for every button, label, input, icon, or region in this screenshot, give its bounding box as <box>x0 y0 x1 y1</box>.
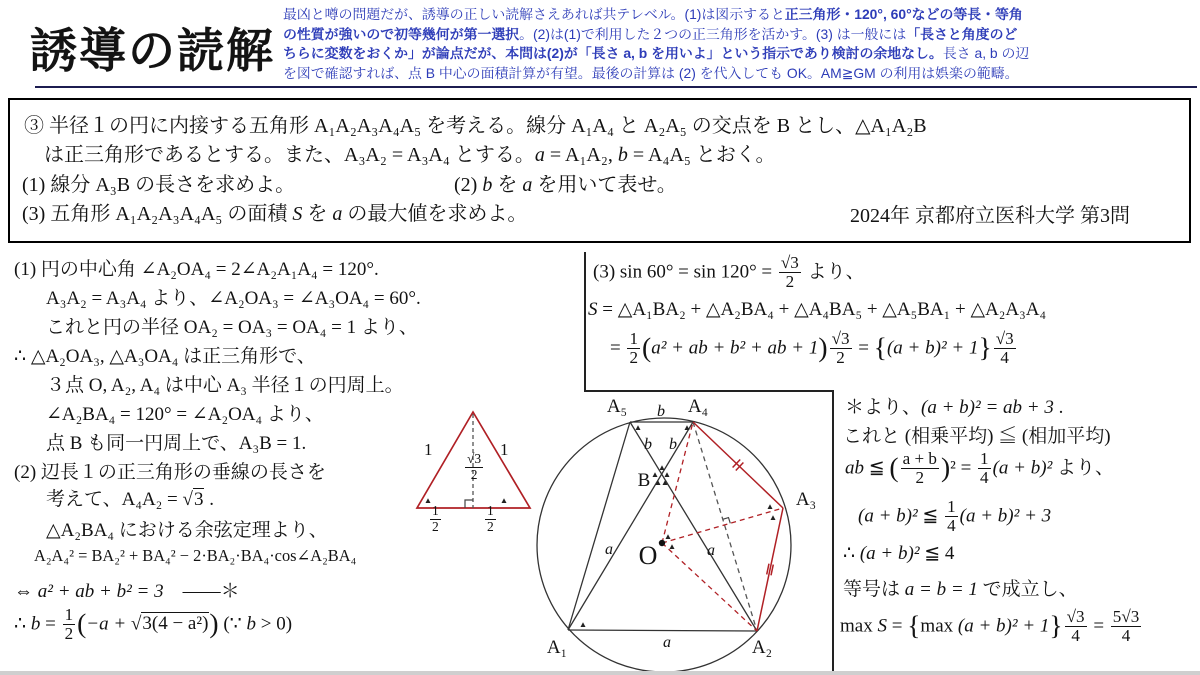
label-a-bottom: a <box>663 634 671 651</box>
column-divider <box>584 252 586 390</box>
solution-line: 考えて、A₄A₂ = √3 . <box>46 489 214 510</box>
center-point <box>659 540 665 546</box>
solution-line: (2) 辺長１の正三角形の垂線の長さを <box>14 462 326 483</box>
problem-line: ③ 半径１の円に内接する五角形 A₁A₂A₃A₄A₅ を考える。線分 A₁A₄ と A₂A₅ の交点を B とし、△A₁A₂B <box>24 115 927 137</box>
annotation-line: の性質が強いので初等幾何が第一選択。(2)は(1)で利用した２つの正三角形を活かす。(3) は一般には「長さと角度のど <box>283 25 1018 42</box>
problem-line: (3) 五角形 A₁A₂A₃A₄A₅ の面積 S を a の最大値を求めよ。 <box>22 203 528 225</box>
solution-line: A₂A₄² = BA₂² + BA₄² − 2·BA₂·BA₄·cos∠A₂BA₄ <box>34 546 357 565</box>
solution-line: (3) sin 60° = sin 120° = $\frac{√3}{2}$ より、 <box>593 253 865 292</box>
triangle-side-label: 1 <box>500 440 509 459</box>
header-divider <box>35 86 1197 88</box>
solution-line: ∠A₂BA₄ = 120° = ∠A₂OA₄ より、 <box>46 404 324 425</box>
solution-line: ∴ △A₂OA₃, △A₃OA₄ は正三角形で、 <box>14 346 316 367</box>
annotation-line: 最凶と噂の問題だが、誘導の正しい読解さえあれば共テレベル。(1)は図示すると正三角形・120°, 60°などの等長・等角 <box>283 6 1023 22</box>
solution-line: ⇔ a² + ab + b² = 3 ——＊ <box>14 581 240 602</box>
problem-box <box>8 98 1191 243</box>
solution-line: ∴ (a + b)² ≦ 4 <box>843 543 955 564</box>
annotation-line: ちらに変数をおくか」が論点だが、本問は(2)が「長さ a, b を用いよ」という指示であり検討の余地なし。長さ a, b の辺 <box>283 45 1030 62</box>
triangle-altitude-label: $\frac{√3}{2}$ <box>467 451 482 482</box>
solution-line: ＊より、(a + b)² = ab + 3 . <box>845 397 1064 418</box>
solution-line: (1) 円の中心角 ∠A₂OA₄ = 2∠A₂A₁A₄ = 120°. <box>14 259 379 280</box>
solution-line: ３点 O, A₂, A₄ は中心 A₃ 半径１の円周上。 <box>46 375 404 396</box>
label-a-right: a <box>707 542 715 559</box>
radii-red-dashed <box>662 422 783 631</box>
label-a2: A₂ <box>751 637 773 658</box>
label-a1: A₁ <box>546 637 568 658</box>
solution-line: (a + b)² ≦ $\frac{1}{4}$ (a + b)² + 3 <box>858 497 1052 536</box>
solution-line: 等号は a = b = 1 で成立し、 <box>843 579 1078 600</box>
solution-line: S = △A₁BA₂ + △A₂BA₄ + △A₄BA₅ + △A₅BA₁ + △A₂A₃A₄ <box>588 299 1047 320</box>
pentagon-black-edges <box>568 422 757 631</box>
label-a5: A₅ <box>606 396 628 417</box>
solution-line: ab ≦ ( $\frac{a + b}{2}$ )² = $\frac{1}{4}$ (a + b)² より、 <box>845 449 1115 488</box>
annotation-block <box>283 5 1198 83</box>
label-a-left: a <box>605 541 613 558</box>
label-b-point: B <box>637 470 651 491</box>
solution-line: ∴ b = $\frac{1}{2}$ (−a + √3(4 − a²)) (∵ b > 0) <box>14 605 293 644</box>
solution-line: △A₂BA₄ における余弦定理より、 <box>46 520 328 541</box>
solution-line: = $\frac{1}{2}$ (a² + ab + b² + ab + 1) $\frac{√3}{2}$ = {(a + b)² + 1} $\frac{√3}{4}$ <box>610 329 1014 368</box>
label-b-right: b <box>669 436 677 453</box>
problem-source: 2024年 京都府立医科大学 第3問 <box>850 205 1130 227</box>
solution-line: max S = {max (a + b)² + 1} $\frac{√3}{4}$ = $\frac{5√3}{4}$ <box>840 607 1140 646</box>
problem-line: は正三角形であるとする。また、A₃A₂ = A₃A₄ とする。a = A₁A₂, b = A₄A₅ とおく。 <box>44 144 776 166</box>
window-bottom-edge <box>0 671 1200 675</box>
triangle-half-label: $\frac{1}{2}$ <box>487 503 494 534</box>
vertex-labels <box>547 396 816 658</box>
label-a3: A₃ <box>795 489 817 510</box>
equal-length-ticks <box>733 460 774 576</box>
solution-line: A₃A₂ = A₃A₄ より、∠A₂OA₃ = ∠A₃OA₄ = 60°. <box>46 288 421 309</box>
page-title: 誘導の読解 <box>30 26 275 78</box>
section-divider <box>584 390 833 392</box>
solution-line: これと円の半径 OA₂ = OA₃ = OA₄ = 1 より、 <box>46 317 418 338</box>
right-angle-mark <box>723 518 731 524</box>
label-b-left: b <box>644 436 652 453</box>
solution-line: これと (相乗平均) ≦ (相加平均) <box>843 426 1111 447</box>
label-a4: A₄ <box>687 396 709 417</box>
label-b-top: b <box>657 403 665 420</box>
triangle-side-label: 1 <box>424 440 433 459</box>
label-o-center: O <box>638 541 658 570</box>
problem-line: (1) 線分 A₃B の長さを求めよ。 <box>22 174 296 196</box>
circle-diagram <box>410 395 840 675</box>
problem-line: (2) b を a を用いて表せ。 <box>454 174 677 196</box>
annotation-line: を図で確認すれば、点 B 中心の面積計算が有望。最後の計算は (2) を代入しても OK。AM≧GM の利用は娯楽の範疇。 <box>283 64 1019 81</box>
solution-line: 点 B も同一円周上で、A₃B = 1. <box>46 433 307 454</box>
triangle-half-label: $\frac{1}{2}$ <box>432 503 439 534</box>
